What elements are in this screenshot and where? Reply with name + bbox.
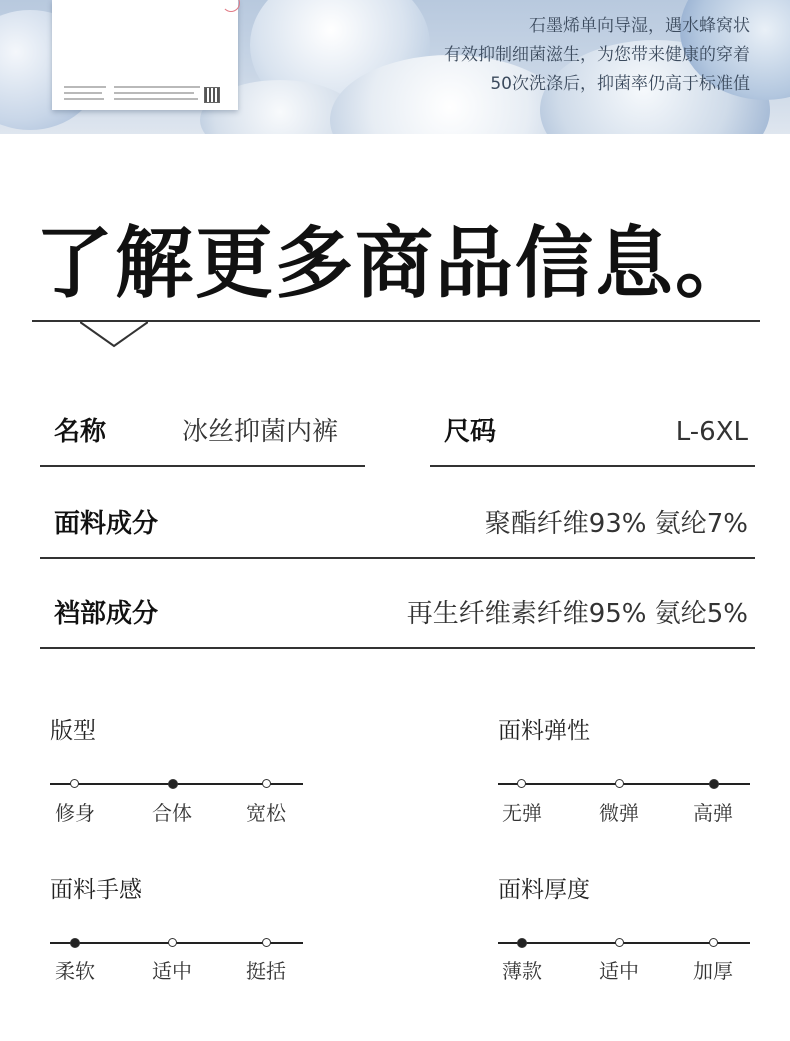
row-divider [430,465,755,467]
tag-fine-print [114,92,194,94]
fit-scale-title: 版型 [50,718,96,744]
crotch-value: 再生纤维素纤维95% 氨纶5% [406,599,748,629]
elasticity-scale-title: 面料弹性 [498,718,590,744]
row-divider [40,465,365,467]
product-tag-image [52,0,238,110]
thickness-option: 薄款 [502,959,542,983]
name-value: 冰丝抑菌内裤 [182,417,339,447]
fit-option: 合体 [152,801,192,825]
thickness-option: 适中 [599,959,639,983]
name-label: 名称 [54,417,107,447]
banner-line: 50次洗涤后，抑菌率仍高于标准值 [490,74,750,94]
fit-option: 修身 [55,801,95,825]
elasticity-option: 高弹 [693,801,733,825]
tag-fine-print [114,86,200,88]
fit-scale-marker-selected [168,779,178,789]
thickness-option: 加厚 [693,959,733,983]
elasticity-option: 微弹 [599,801,639,825]
feel-option: 挺括 [246,959,286,983]
feel-scale-title: 面料手感 [50,877,142,903]
thickness-scale-title: 面料厚度 [498,877,590,903]
row-divider [40,647,755,649]
thickness-scale-marker [709,938,718,947]
thickness-scale-marker-selected [517,938,527,948]
fabric-value: 聚酯纤维93% 氨纶7% [484,509,748,539]
product-banner [0,0,790,134]
fabric-label: 面料成分 [54,509,159,539]
tag-fine-print [64,92,102,94]
row-divider [40,557,755,559]
elasticity-scale-marker-selected [709,779,719,789]
feel-scale-marker [168,938,177,947]
tag-fine-print [64,86,106,88]
feel-scale-marker [262,938,271,947]
banner-line: 石墨烯单向导湿，遇水蜂窝状 [529,16,750,36]
size-label: 尺码 [444,417,497,447]
qr-code-icon [204,87,220,103]
feel-option: 柔软 [55,959,95,983]
tag-fine-print [64,98,104,100]
crotch-label: 裆部成分 [54,599,159,629]
size-value: L-6XL [675,417,748,447]
feel-option: 适中 [152,959,192,983]
fit-scale-marker [70,779,79,788]
elasticity-scale-marker [517,779,526,788]
tag-logo-mark [222,0,240,12]
thickness-scale-marker [615,938,624,947]
tag-fine-print [114,98,198,100]
elasticity-option: 无弹 [502,801,542,825]
section-title: 了解更多商品信息。 [34,219,755,309]
elasticity-scale-marker [615,779,624,788]
banner-line: 有效抑制细菌滋生，为您带来健康的穿着 [444,45,750,65]
banner-description [444,12,750,99]
fit-scale-marker [262,779,271,788]
divider-notch-icon [80,316,148,350]
fit-option: 宽松 [246,801,286,825]
feel-scale-marker-selected [70,938,80,948]
